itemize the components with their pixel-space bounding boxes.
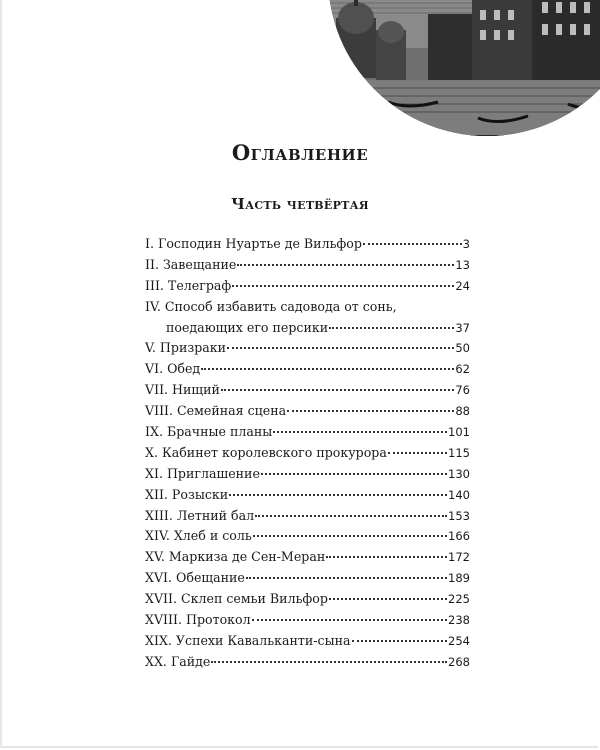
- chapter-title: XI. Приглашение: [145, 465, 260, 481]
- dot-leader: [255, 507, 447, 517]
- toc-entry[interactable]: [145, 526, 470, 547]
- chapter-title: XIV. Хлеб и соль: [145, 528, 252, 544]
- toc-entry[interactable]: [145, 631, 470, 652]
- toc-entry[interactable]: [145, 422, 470, 443]
- toc-entry[interactable]: [145, 589, 470, 610]
- toc-entry[interactable]: [145, 652, 470, 673]
- dot-leader: [352, 632, 448, 642]
- dot-leader: [329, 590, 447, 600]
- page-number: 140: [448, 487, 470, 502]
- page-number: 166: [448, 529, 470, 544]
- toc-entry[interactable]: [145, 568, 470, 589]
- chapter-title: III. Телеграф: [145, 277, 232, 293]
- page-number: 62: [455, 362, 470, 377]
- chapter-title: VIII. Семейная сцена: [145, 403, 287, 419]
- toc-entry[interactable]: [145, 234, 470, 255]
- chapter-title: XVIII. Протокол: [145, 612, 251, 628]
- chapter-title: XIII. Летний бал: [145, 507, 255, 523]
- page-number: 101: [448, 425, 470, 440]
- toc-entry[interactable]: [145, 276, 470, 297]
- page-number: 115: [448, 445, 470, 460]
- dot-leader: [388, 444, 447, 454]
- chapter-title: XVI. Обещание: [145, 570, 245, 586]
- chapter-title: I. Господин Нуартье де Вильфор: [145, 236, 362, 251]
- chapter-title: IV. Способ избавить садовода от сонь,: [145, 298, 397, 314]
- dot-leader: [229, 486, 447, 496]
- page-number: 3: [462, 237, 470, 251]
- dot-leader: [201, 360, 454, 370]
- part-title: Часть четвёртая: [231, 195, 369, 213]
- chapter-title: VII. Нищий: [145, 382, 220, 398]
- toc-entry[interactable]: [145, 380, 470, 401]
- toc-entry[interactable]: [145, 547, 470, 568]
- dot-leader: [329, 319, 454, 329]
- page-number: 88: [455, 404, 470, 419]
- dot-leader: [326, 548, 447, 558]
- dot-leader: [227, 339, 454, 349]
- chapter-title: VI. Обед: [145, 361, 201, 377]
- chapter-title: X. Кабинет королевского прокурора: [145, 444, 387, 460]
- page-number: 50: [455, 341, 470, 356]
- chapter-title: XX. Гайде: [145, 653, 211, 669]
- page-number: 24: [455, 278, 470, 293]
- toc-entry[interactable]: [145, 401, 470, 422]
- chapter-title: V. Призраки: [145, 340, 227, 356]
- dot-leader: [273, 423, 447, 433]
- toc-entry[interactable]: [145, 255, 470, 276]
- dot-leader: [253, 527, 447, 537]
- dot-leader: [287, 402, 454, 412]
- chapter-title: XV. Маркиза де Сен-Меран: [145, 549, 326, 565]
- dot-leader: [221, 381, 454, 391]
- page-number: 130: [448, 466, 470, 481]
- page-number: 172: [448, 550, 470, 565]
- page-number: 238: [448, 613, 470, 628]
- chapter-title: IX. Брачные планы: [145, 424, 273, 440]
- chapter-title: II. Завещание: [145, 256, 237, 272]
- toc-entry[interactable]: [145, 359, 470, 380]
- page-number: 76: [455, 383, 470, 398]
- toc-entry[interactable]: [145, 464, 470, 485]
- chapter-title: XIX. Успехи Кавальканти-сына: [145, 632, 351, 648]
- page-number: 225: [448, 592, 470, 607]
- page-number: 189: [448, 571, 470, 586]
- page-number: 37: [455, 320, 470, 335]
- dot-leader: [363, 235, 462, 245]
- toc-entry[interactable]: [145, 610, 470, 631]
- toc-entry-continuation[interactable]: [145, 318, 470, 339]
- page-number: 254: [448, 633, 470, 648]
- dot-leader: [261, 465, 447, 475]
- toc-entry[interactable]: [145, 506, 470, 527]
- toc-entry[interactable]: [145, 297, 470, 318]
- chapter-title-continued: поедающих его персики: [166, 319, 329, 335]
- toc-entry[interactable]: [145, 338, 470, 359]
- dot-leader: [211, 653, 447, 663]
- dot-leader: [252, 611, 447, 621]
- toc-entry[interactable]: [145, 485, 470, 506]
- chapter-title: XII. Розыски: [145, 486, 229, 502]
- page-title: Оглавление: [231, 140, 369, 165]
- chapter-title: XVII. Склеп семьи Вильфор: [145, 591, 328, 607]
- table-of-contents: [145, 234, 470, 673]
- dot-leader: [237, 256, 454, 266]
- dot-leader: [232, 277, 454, 287]
- page-number: 153: [448, 508, 470, 523]
- page-number: 268: [448, 654, 470, 669]
- page-number: 13: [455, 257, 470, 272]
- dot-leader: [246, 569, 447, 579]
- toc-entry[interactable]: [145, 443, 470, 464]
